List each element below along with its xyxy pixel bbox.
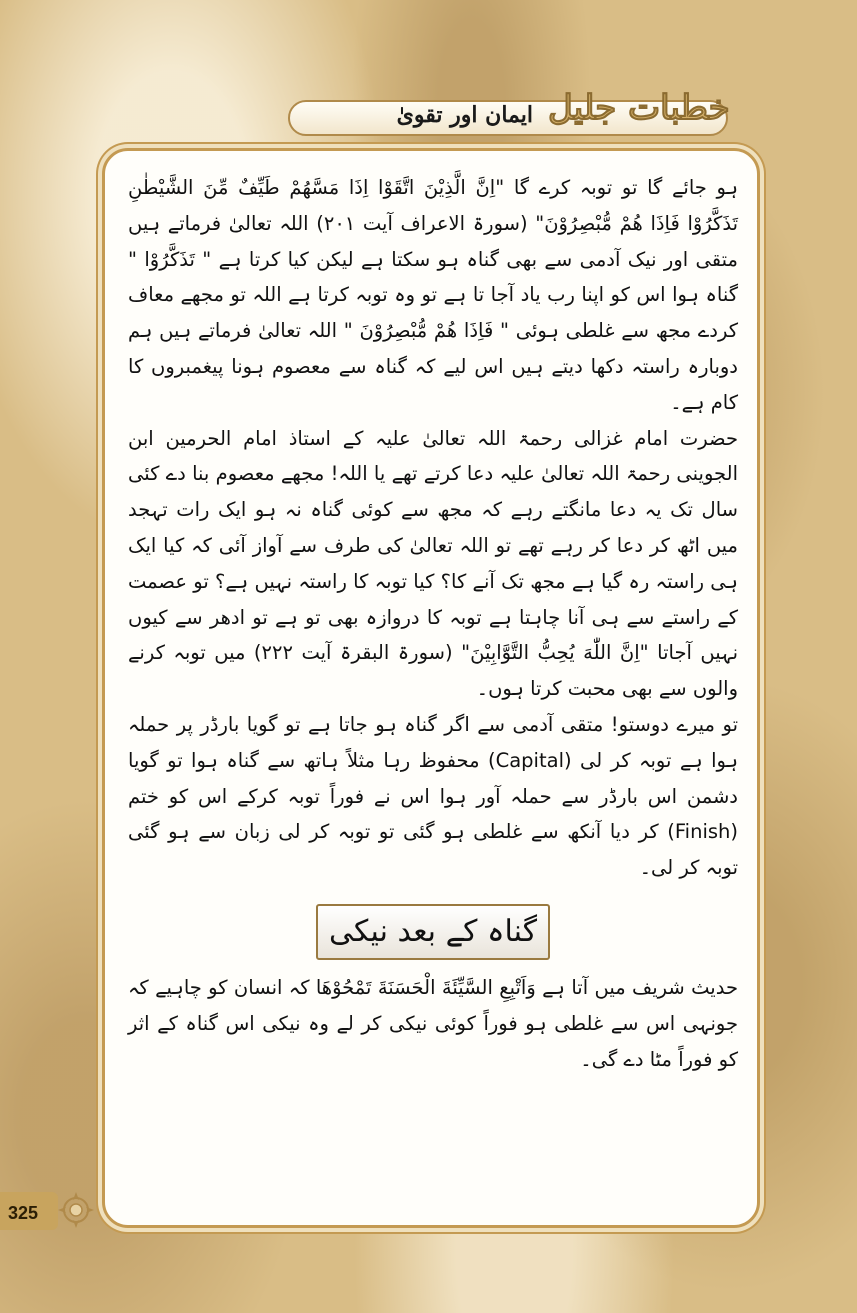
page-number: 325 xyxy=(8,1203,39,1223)
paragraph-1: ہو جائے گا تو توبہ کرے گا "اِنَّ الَّذِيْنَ اتَّقَوْا اِذَا مَسَّهُمْ طَيِّفٌ مِّنَ الشَّيْطٰنِ تَذَكَّرُوْا فَاِذَا هُمْ مُّبْصِرُوْنَ" (سورۃ الاعراف آیت ۲۰۱) اللہ تعالیٰ فرماتے ہیں متقی اور نیک آدمی سے بھی گناہ ہو سکتا ہے لیکن کیا کرتا ہے " تَذَكَّرُوْا " گناہ ہوا اس کو اپنا رب یاد آجا تا ہے تو وہ توبہ کرتا ہے اللہ تو مجھے معاف کردے مجھ سے غلطی ہوئی " فَاِذَا هُمْ مُّبْصِرُوْنَ " اللہ تعالیٰ فرماتے ہیں ہم دوبارہ راستہ دکھا دیتے ہیں اس لیے کہ گناہ سے معصوم ہونا پیغمبروں کا کام ہے۔ xyxy=(128,176,738,414)
section-heading-wrapper xyxy=(128,894,738,964)
floral-ornament-icon xyxy=(54,1188,98,1232)
page-number-badge xyxy=(0,1188,100,1236)
page-body xyxy=(128,170,738,1077)
paragraph-3: تو میرے دوستو! متقی آدمی سے اگر گناہ ہو جاتا ہے تو گویا بارڈر پر حملہ ہوا ہے توبہ کر لی (Capital) محفوظ رہا مثلاً ہاتھ سے گناہ ہوا تو گویا دشمن اس بارڈر سے حملہ آور ہوا اس نے فوراً توبہ کرکے اس کو ختم (Finish) کر دیا آنکھ سے غلطی ہو گئی تو توبہ کر لی زبان سے ہو گئی توبہ کر لی۔ xyxy=(128,712,738,880)
page-number-box xyxy=(0,1192,58,1230)
paragraph-4: حدیث شریف میں آتا ہے وَاَتْبِعِ السَّيِّئَةَ الْحَسَنَةَ تَمْحُوْهَا کہ انسان کو چاہیے کہ جونہی اس سے غلطی ہو فوراً کوئی نیکی کر لے وہ نیکی اس گناہ کے اثر کو فوراً مٹا دے گی۔ xyxy=(128,975,738,1071)
book-title: خطبات جليل xyxy=(548,88,730,128)
paragraph-2: حضرت امام غزالی رحمۃ اللہ تعالیٰ علیہ کے استاذ امام الحرمین ابن الجوینی رحمۃ اللہ تعالیٰ علیہ دعا کرتے تھے یا اللہ! مجھے معصوم بنا دے کئی سال تک یہ دعا مانگتے رہے کہ مجھ سے کوئی گناہ نہ ہو ایک رات تہجد میں اٹھ کر دعا کر رہے تھے تو اللہ تعالیٰ کی طرف سے آواز آئی کہ کیا ایک ہی راستہ رہ گیا ہے مجھ تک آنے کا؟ کیا توبہ کا راستہ نہیں ہے؟ تو عصمت کے راستے سے ہی آنا چاہتا ہے توبہ کا دروازہ بھی تو ہے تو ادھر سے کیوں نہیں آجاتا "اِنَّ اللّٰهَ يُحِبُّ التَّوَّابِيْنَ" (سورۃ البقرۃ آیت ۲۲۲) میں توبہ کرنے والوں سے بھی محبت کرتا ہوں۔ xyxy=(128,426,738,701)
section-heading: گناہ کے بعد نیکی xyxy=(316,904,550,960)
chapter-title: ایمان اور تقویٰ xyxy=(396,102,533,128)
